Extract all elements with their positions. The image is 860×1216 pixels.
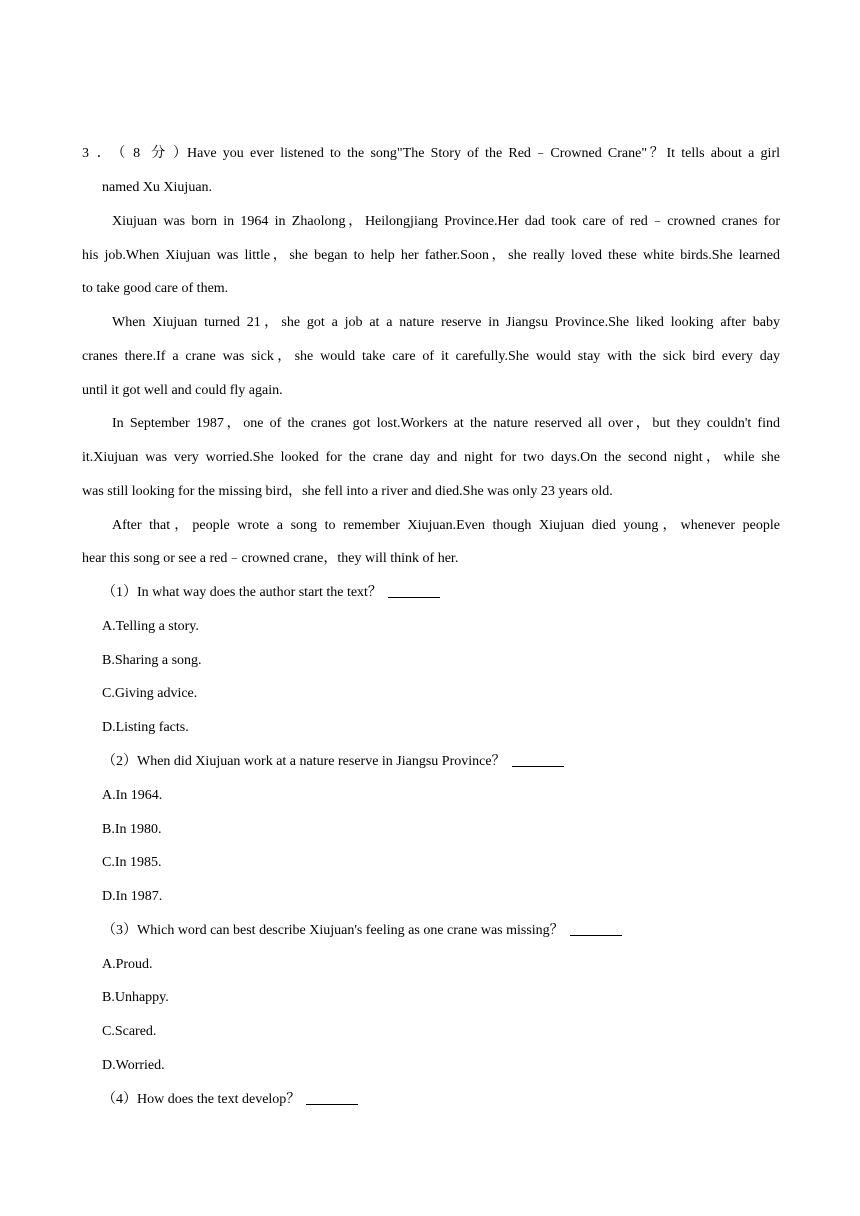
answer-blank [570, 921, 622, 936]
answer-blank [306, 1090, 358, 1105]
passage-line: Xiujuan was born in 1964 in Zhaolong，Heilongjiang Province.Her dad took care of red﹣crowned cranes for [112, 214, 780, 229]
option-d: D.Worried. [102, 1058, 165, 1073]
subquestion-stem: （3）Which word can best describe Xiujuan's feeling as one crane was missing？ [102, 914, 800, 948]
option-a: A.Proud. [102, 957, 153, 972]
passage-line: In September 1987，one of the cranes got lost.Workers at the nature reserved all over，but they couldn't find [112, 416, 780, 431]
option-c: C.Giving advice. [102, 686, 198, 701]
passage-line: cranes there.If a crane was sick，she would take care of it carefully.She would stay with the sick bird every day [82, 349, 780, 364]
subquestion-stem: （1）In what way does the author start the text？ [102, 576, 800, 610]
option-a: A.Telling a story. [102, 619, 199, 634]
passage-line: his job.When Xiujuan was little，she began to help her father.Soon，she really loved these white birds.She learned [82, 248, 780, 263]
passage-line: it.Xiujuan was very worried.She looked for the crane day and night for two days.On the second night，while she [82, 450, 780, 465]
passage-line: until it got well and could fly again. [82, 383, 283, 398]
passage-line: hear this song or see a red﹣crowned crane，they will think of her. [82, 551, 459, 566]
option-c: C.In 1985. [102, 855, 162, 870]
option-b: B.Unhappy. [102, 990, 169, 1005]
question-number: 3．（8 分） [82, 146, 187, 161]
option-d: D.Listing facts. [102, 720, 189, 735]
passage-line: After that，people wrote a song to remember Xiujuan.Even though Xiujuan died young，whenever people [112, 518, 780, 533]
option-d: D.In 1987. [102, 889, 163, 904]
passage-line: to take good care of them. [82, 281, 229, 296]
passage-line: When Xiujuan turned 21，she got a job at a nature reserve in Jiangsu Province.She liked looking after baby [112, 315, 780, 330]
answer-blank [512, 752, 564, 767]
question-intro-line1: Have you ever listened to the song"The Story of the Red﹣Crowned Crane"？It tells about a girl [187, 146, 780, 161]
option-b: B.Sharing a song. [102, 653, 202, 668]
subquestion-stem: （2）When did Xiujuan work at a nature reserve in Jiangsu Province？ [102, 745, 800, 779]
option-b: B.In 1980. [102, 822, 162, 837]
subquestion-stem: （4）How does the text develop？ [102, 1083, 800, 1117]
option-c: C.Scared. [102, 1024, 157, 1039]
passage-line: was still looking for the missing bird，she fell into a river and died.She was only 23 years old. [82, 484, 613, 499]
question-intro-line2: named Xu Xiujuan. [102, 180, 213, 195]
option-a: A.In 1964. [102, 788, 163, 803]
question-header-line [82, 137, 780, 171]
answer-blank [388, 583, 440, 598]
